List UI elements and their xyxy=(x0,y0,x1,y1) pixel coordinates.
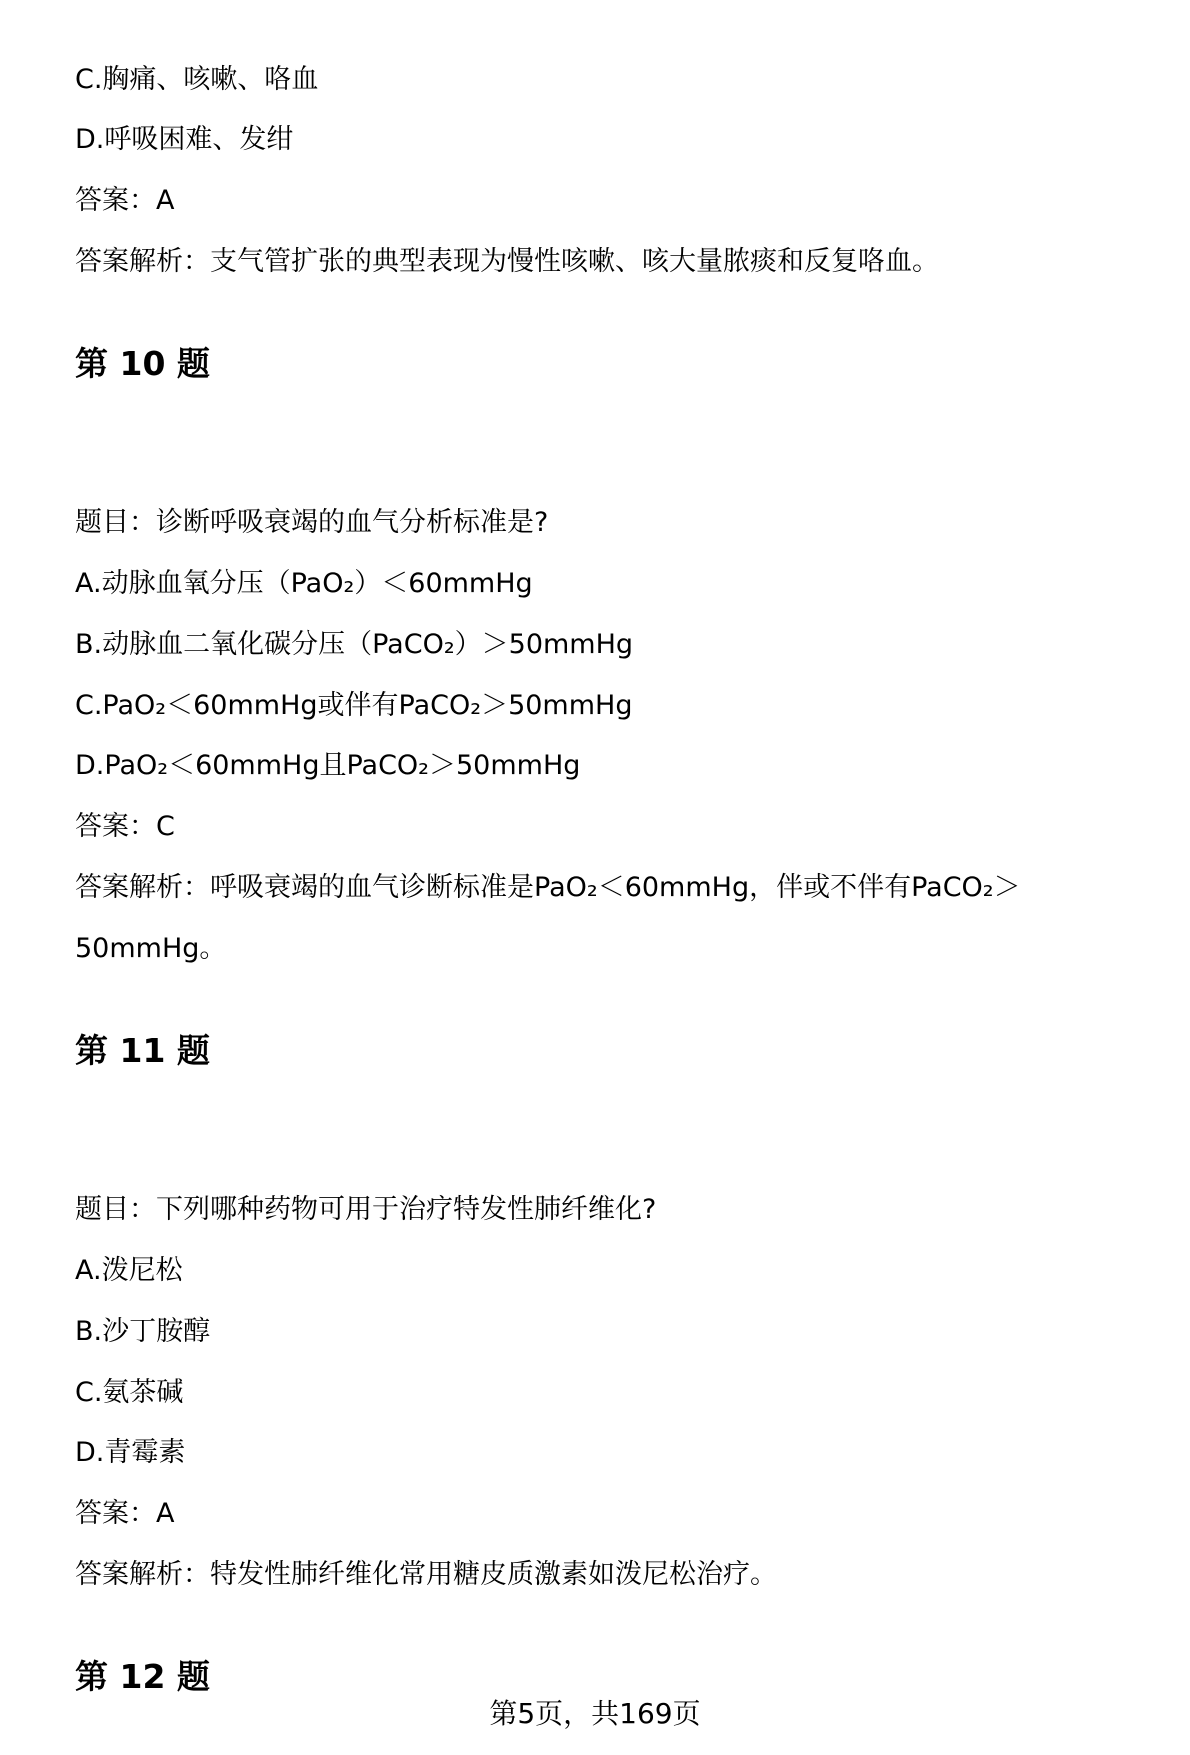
question-11-option-a: A.泼尼松 xyxy=(75,1255,183,1286)
prev-explanation: 答案解析：支气管扩张的典型表现为慢性咳嗽、咳大量脓痰和反复咯血。 xyxy=(75,246,939,277)
question-11-heading: 第 11 题 xyxy=(75,1031,210,1070)
question-10-option-b: B.动脉血二氧化碳分压（PaCO₂）＞50mmHg xyxy=(75,629,634,660)
question-11-option-b: B.沙丁胺醇 xyxy=(75,1316,211,1347)
question-10-answer: 答案：C xyxy=(75,811,175,842)
prev-answer: 答案：A xyxy=(75,185,175,216)
question-12-heading: 第 12 题 xyxy=(75,1657,210,1696)
question-10-explanation-line1: 答案解析：呼吸衰竭的血气诊断标准是PaO₂＜60mmHg，伴或不伴有PaCO₂＞ xyxy=(75,872,1021,903)
prev-option-d: D.呼吸困难、发绀 xyxy=(75,124,294,155)
question-10-option-d: D.PaO₂＜60mmHg且PaCO₂＞50mmHg xyxy=(75,750,581,781)
question-11-text: 题目：下列哪种药物可用于治疗特发性肺纤维化? xyxy=(75,1194,657,1225)
question-11-option-c: C.氨茶碱 xyxy=(75,1377,184,1408)
question-10-explanation-line2: 50mmHg。 xyxy=(75,933,227,964)
question-10-heading: 第 10 题 xyxy=(75,344,210,383)
question-10-option-a: A.动脉血氧分压（PaO₂）＜60mmHg xyxy=(75,568,533,599)
question-11-option-d: D.青霉素 xyxy=(75,1437,186,1468)
prev-option-c: C.胸痛、咳嗽、咯血 xyxy=(75,64,319,95)
page-footer: 第5页，共169页 xyxy=(489,1697,701,1730)
question-10-option-c: C.PaO₂＜60mmHg或伴有PaCO₂＞50mmHg xyxy=(75,690,633,721)
question-11-answer: 答案：A xyxy=(75,1498,175,1529)
question-11-explanation: 答案解析：特发性肺纤维化常用糖皮质激素如泼尼松治疗。 xyxy=(75,1559,777,1590)
question-10-text: 题目：诊断呼吸衰竭的血气分析标准是? xyxy=(75,507,549,538)
